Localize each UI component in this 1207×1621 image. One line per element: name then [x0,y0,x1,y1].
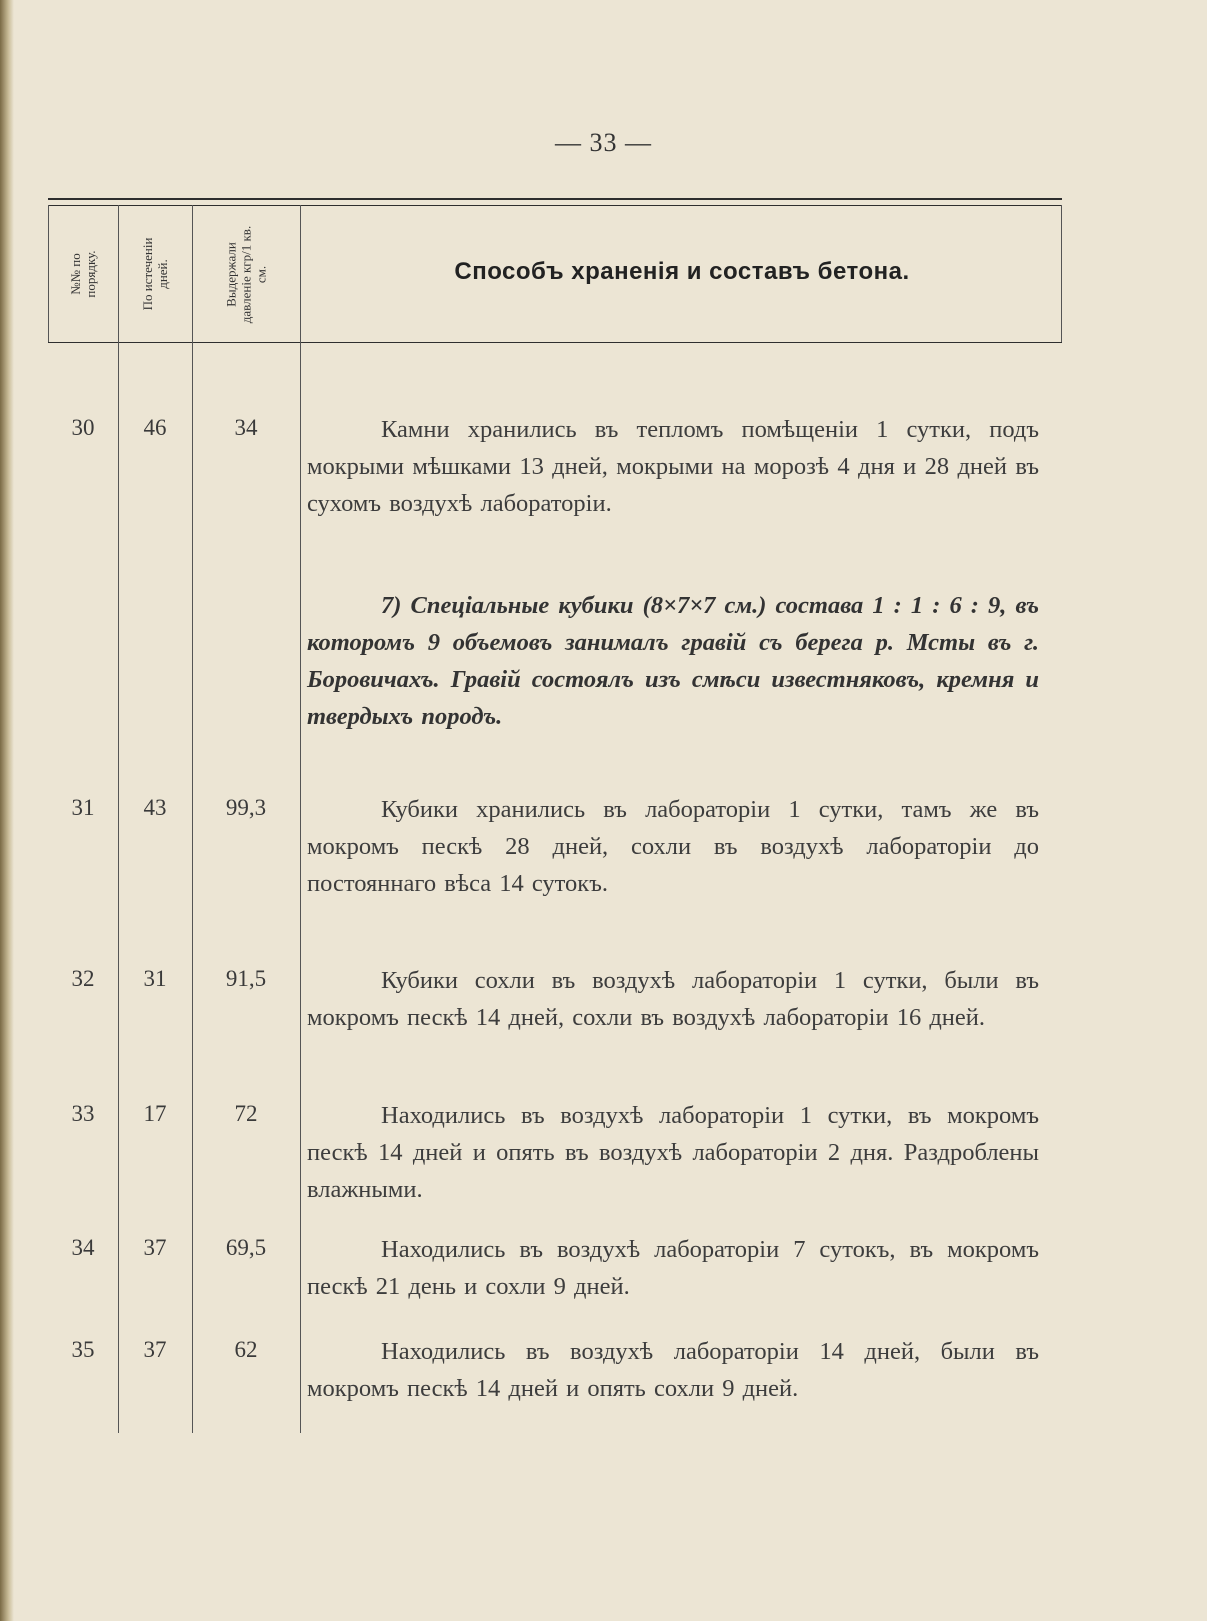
row-pressure: 62 [234,1337,258,1362]
row-description: Кубики хранились въ лабораторіи 1 сутки, тамъ же въ мокромъ пескѣ 28 дней, сохли въ воздухѣ лабораторіи до постояннаго вѣса 14 сутокъ. [307,796,1039,897]
row-description: Кубики сохли въ воздухѣ лабораторіи 1 сутки, были въ мокромъ пескѣ 14 дней, сохли въ воздухѣ лабораторіи 16 дней. [307,967,1039,1031]
row-number: 33 [71,1101,95,1126]
footnote-special-cubes: 7) Спеціальные кубики (8×7×7 см.) состава 1 : 1 : 6 : 9, въ которомъ 9 объемовъ занималъ гравій съ берега р. Мсты въ г. Боровичахъ. Гравій состоялъ изъ смѣси известняковъ, кремня и твердыхъ породъ. [307,592,1039,730]
header-row-number: №№ по порядку. [68,250,98,298]
row-number: 34 [71,1235,95,1260]
row-days: 17 [143,1101,167,1126]
row-pressure: 34 [234,415,258,440]
row-days: 37 [143,1337,167,1362]
header-bottom-rule [48,342,1062,343]
row-number: 32 [71,966,95,991]
header-days-elapsed: По истеченіи дней. [140,237,170,311]
row-pressure: 72 [234,1101,258,1126]
row-pressure: 69,5 [225,1235,267,1260]
book-spine-shadow [0,0,14,1621]
row-days: 46 [143,415,167,440]
header-description: Способъ храненія и составъ бетона. [454,258,910,285]
row-number: 31 [71,795,95,820]
row-number: 35 [71,1337,95,1362]
page-number: — 33 — [555,128,652,157]
column-divider-3 [300,205,301,1433]
row-pressure: 99,3 [225,795,267,820]
table-top-rule [48,198,1062,200]
row-description: Камни хранились въ тепломъ помѣщеніи 1 сутки, подъ мокрыми мѣшками 13 дней, мокрыми на морозѣ 4 дня и 28 дней въ сухомъ воздухѣ лабораторіи. [307,416,1039,517]
header-pressure: Выдержали давленіе кгр/1 кв. см. [223,225,269,323]
row-days: 43 [143,795,167,820]
row-days: 37 [143,1235,167,1260]
row-description: Находились въ воздухѣ лабораторіи 14 дней, были въ мокромъ пескѣ 14 дней и опять сохли 9 дней. [307,1338,1039,1402]
row-description: Находились въ воздухѣ лабораторіи 1 сутки, въ мокромъ пескѣ 14 дней и опять въ воздухѣ лабораторіи 2 дня. Раздроблены влажными. [307,1102,1039,1203]
row-days: 31 [143,966,167,991]
row-number: 30 [71,415,95,440]
row-description: Находились въ воздухѣ лабораторіи 7 сутокъ, въ мокромъ пескѣ 21 день и сохли 9 дней. [307,1236,1039,1300]
row-pressure: 91,5 [225,966,267,991]
